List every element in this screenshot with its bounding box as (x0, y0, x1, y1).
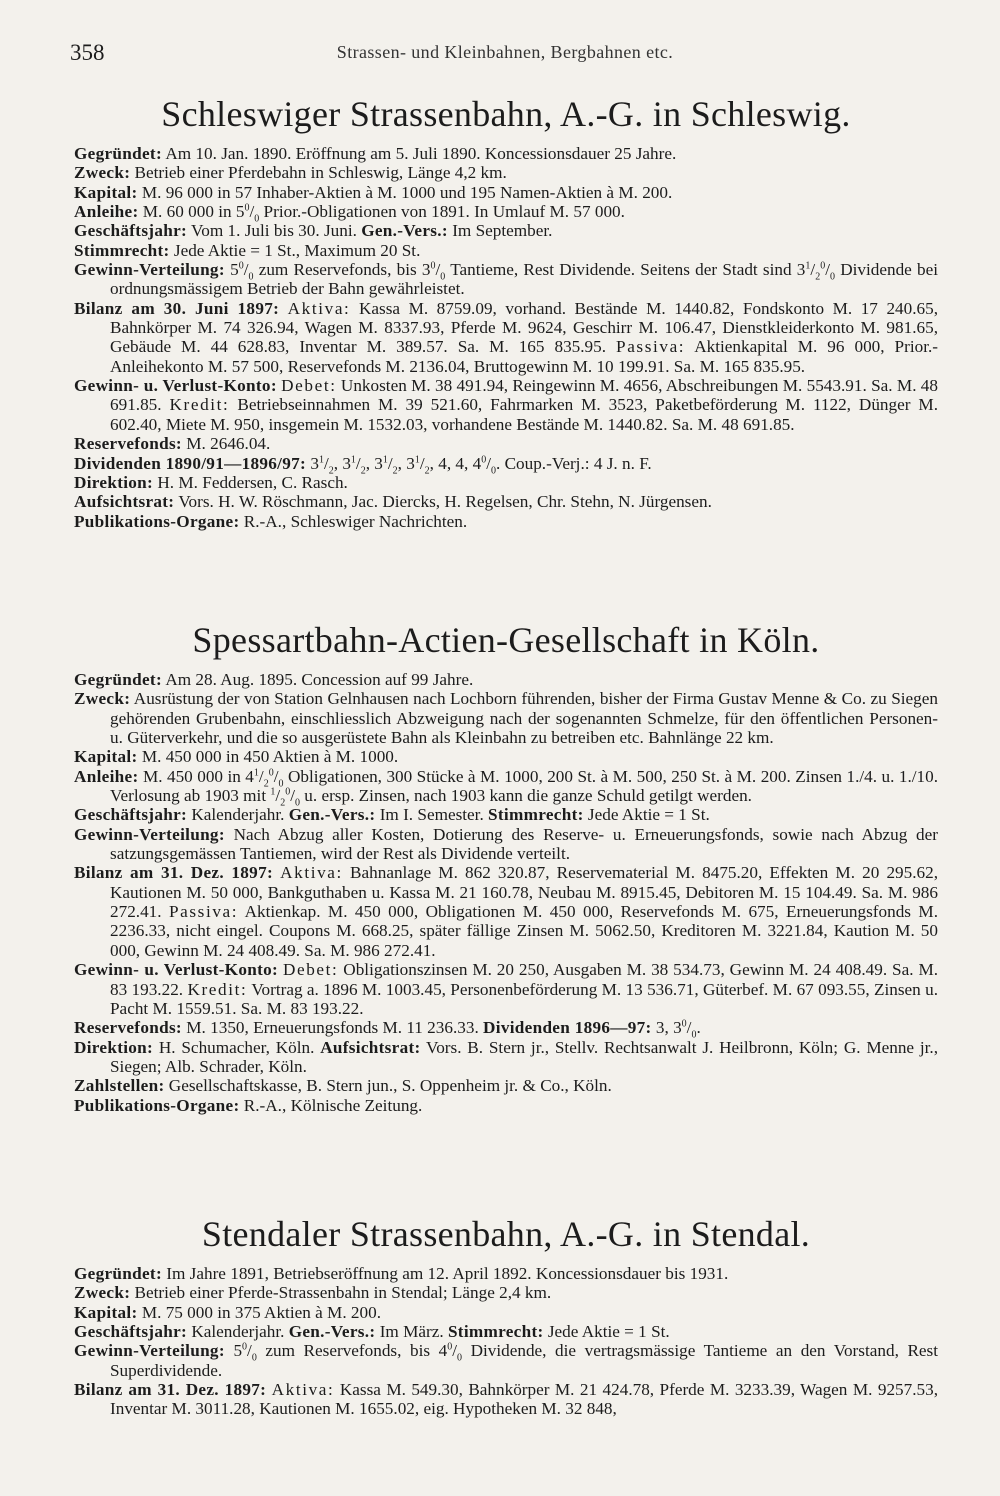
field-anleihe: Anleihe: M. 450 000 in $4^1/_2^0/_0$ Obligationen, 300 Stücke à M. 1000, 200 St. à M. 500, 250 St. à M. 200. Zinsen 1./4. u. 1./10. Verlosung ab 1903 mit $^1/_2^0/_0$ u. ersp. Zinsen, nach 1903 kann die ganze Schuld getilgt werden. (74, 766, 939, 809)
field-kapital: Kapital: M. 96 000 in 57 Inhaber-Aktien à M. 1000 und 195 Namen-Aktien à M. 200. (74, 182, 673, 202)
field-stimmrecht: Stimmrecht: Jede Aktie = 1 St., Maximum 20 St. (74, 240, 421, 260)
field-geschaeftsjahr: Geschäftsjahr: Kalenderjahr. Gen.-Vers.: Im I. Semester. Stimmrecht: Jede Aktie = 1 St. (74, 805, 710, 825)
entry-title: Spessartbahn-Actien-Gesellschaft in Köln. (192, 620, 820, 660)
entry-stendaler-strassenbahn (74, 1212, 938, 1419)
running-head (70, 40, 940, 70)
field-dividenden: Dividenden 1890/91—1896/97: $3^1/_2$, $3^1/_2$, $3^1/_2$, $3^1/_2$, 4, 4, $4^0/_0$. Coup.-Verj.: 4 J. n. F. (74, 453, 652, 476)
field-publikations-organe: Publikations-Organe: R.-A., Schleswiger Nachrichten. (74, 511, 468, 531)
field-geschaeftsjahr: Geschäftsjahr: Vom 1. Juli bis 30. Juni. Gen.-Vers.: Im September. (74, 221, 553, 241)
field-gewinn-verteilung: Gewinn-Verteilung: Nach Abzug aller Kosten, Dotierung des Reserve- u. Erneuerungsfonds, sowie nach Abzug der satzungsgemässen Tantiemen, wird der Rest als Dividende verteilt. (74, 824, 939, 864)
field-gewinn-verteilung: Gewinn-Verteilung: $5^0/_0$ zum Reservefonds, bis $4^0/_0$ Dividende, die vertragsmässige Tantieme an den Vorstand, Rest Superdividende. (74, 1341, 938, 1380)
field-publikations-organe: Publikations-Organe: R.-A., Kölnische Zeitung. (74, 1095, 423, 1115)
entry-title: Stendaler Strassenbahn, A.-G. in Stendal. (201, 1214, 811, 1254)
field-kapital: Kapital: M. 450 000 in 450 Aktien à M. 1000. (74, 747, 399, 767)
field-anleihe: Anleihe: M. 60 000 in $5^0/_0$ Prior.-Obligationen von 1891. In Umlauf M. 57 000. (74, 202, 625, 225)
field-bilanz: Bilanz am 31. Dez. 1897: Aktiva: Kassa M. 549.30, Bahnkörper M. 21 424.78, Pferde M. 3233.39, Wagen M. 9257.53, Inventar M. 3011.28, Kautionen M. 1655.02, eig. Hypotheken M. 32 848, (74, 1380, 939, 1419)
field-direktion: Direktion: H. Schumacher, Köln. Aufsichtsrat: Vors. B. Stern jr., Stellv. Rechtsanwalt J. Heilbronn, Köln; G. Menne jr., Siegen; Alb. Schrader, Köln. (74, 1037, 939, 1076)
field-bilanz: Bilanz am 31. Dez. 1897: Aktiva: Bahnanlage M. 862 320.87, Reservematerial M. 8475.20, Effekten M. 20 295.62, Kautionen M. 50 000, Bankguthaben u. Kassa M. 21 160.78, Neubau M. 8915.45, Debitoren M. 15 104.49. Sa. M. 986 272.41. Passiva: Aktienkap. M. 450 000, Obligationen M. 450 000, Reservefonds M. 675, Erneuerungsfonds M. 2236.33, nicht eingel. Coupons M. 668.25, später fällige Zinsen M. 5062.50, Kreditoren M. 3221.84, Kaution M. 50 000, Gewinn M. 24 408.49. Sa. M. 986 272.41. (74, 863, 939, 960)
field-reservefonds: Reservefonds: M. 1350, Erneuerungsfonds M. 11 236.33. Dividenden 1896—97: 3, $3^0/_0$. (74, 1018, 701, 1041)
field-reservefonds: Reservefonds: M. 2646.04. (74, 434, 271, 454)
running-title: Strassen- und Kleinbahnen, Bergbahnen etc. (336, 42, 674, 62)
field-bilanz: Bilanz am 30. Juni 1897: Aktiva: Kassa M. 8759.09, vorhand. Bestände M. 1440.82, Fondskonto M. 17 240.65, Bahnkörper M. 74 326.94, Wagen M. 8337.93, Pferde M. 9624, Geschirr M. 106.47, Dienstkleiderkonto M. 981.65, Gebäude M. 44 628.83, Inventar M. 389.57. Sa. M. 165 835.95. Passiva: Aktienkapital M. 96 000, Prior.-Anleihekonto M. 57 500, Reservefonds M. 2136.04, Bruttogewinn M. 10 199.91. Sa. M. 165 835.95. (74, 298, 939, 376)
field-zahlstellen: Zahlstellen: Gesellschaftskasse, B. Stern jun., S. Oppenheim jr. & Co., Köln. (74, 1076, 612, 1096)
field-aufsichtsrat: Aufsichtsrat: Vors. H. W. Röschmann, Jac. Diercks, H. Regelsen, Chr. Stehn, N. Jürgensen. (74, 492, 712, 512)
field-zweck: Zweck: Betrieb einer Pferde-Strassenbahn in Stendal; Länge 2,4 km. (74, 1283, 552, 1303)
entry-title: Schleswiger Strassenbahn, A.-G. in Schleswig. (161, 94, 851, 134)
page-number: 358 (70, 40, 105, 65)
field-gewinn-verlust: Gewinn- u. Verlust-Konto: Debet: Unkosten M. 38 491.94, Reingewinn M. 4656, Abschreibungen M. 5543.91. Sa. M. 48 691.85. Kredit: Betriebseinnahmen M. 39 521.60, Fahrmarken M. 3523, Paketbeförderung M. 1122, Dünger M. 602.40, Miete M. 950, insgemein M. 1532.03, vorhandene Bestände M. 1440.82. Sa. M. 48 691.85. (74, 376, 938, 434)
field-kapital: Kapital: M. 75 000 in 375 Aktien à M. 200. (74, 1302, 382, 1322)
field-zweck: Zweck: Ausrüstung der von Station Gelnhausen nach Lochborn führenden, bisher der Firma Gustav Menne & Co. zu Siegen gehörenden Grubenbahn, einschliesslich Abzweigung nach der sogenannten Schmelze, für den öffentlichen Personen- u. Güterverkehr, und die so ausgerüstete Bahn als Kleinbahn zu betreiben etc. Bahnlänge 22 km. (74, 689, 938, 748)
entry-spessartbahn (74, 618, 938, 1115)
field-zweck: Zweck: Betrieb einer Pferdebahn in Schleswig, Länge 4,2 km. (74, 163, 507, 183)
field-gewinn-verteilung: Gewinn-Verteilung: $5^0/_0$ zum Reservefonds, bis $3^0/_0$ Tantieme, Rest Dividende. Seitens der Stadt sind $3^1/_2^0/_0$ Dividende bei ordnungsmässigem Betrieb der Bahn gewährleistet. (74, 260, 939, 299)
field-gegruendet: Gegründet: Am 10. Jan. 1890. Eröffnung am 5. Juli 1890. Koncessionsdauer 25 Jahre. (74, 144, 677, 163)
field-gegruendet: Gegründet: Am 28. Aug. 1895. Concession auf 99 Jahre. (74, 670, 474, 689)
field-geschaeftsjahr: Geschäftsjahr: Kalenderjahr. Gen.-Vers.: Im März. Stimmrecht: Jede Aktie = 1 St. (74, 1322, 670, 1342)
field-direktion: Direktion: H. M. Feddersen, C. Rasch. (74, 472, 348, 492)
field-gewinn-verlust: Gewinn- u. Verlust-Konto: Debet: Obligationszinsen M. 20 250, Ausgaben M. 38 534.73, Gewinn M. 24 408.49. Sa. M. 83 193.22. Kredit: Vortrag a. 1896 M. 1003.45, Personenbeförderung M. 13 536.71, Güterbef. M. 67 093.55, Zinsen u. Pacht M. 1559.51. Sa. M. 83 193.22. (74, 960, 939, 1018)
entry-schleswiger-strassenbahn (74, 92, 938, 531)
field-gegruendet: Gegründet: Im Jahre 1891, Betriebseröffnung am 12. April 1892. Koncessionsdauer bis 1931. (74, 1264, 729, 1283)
